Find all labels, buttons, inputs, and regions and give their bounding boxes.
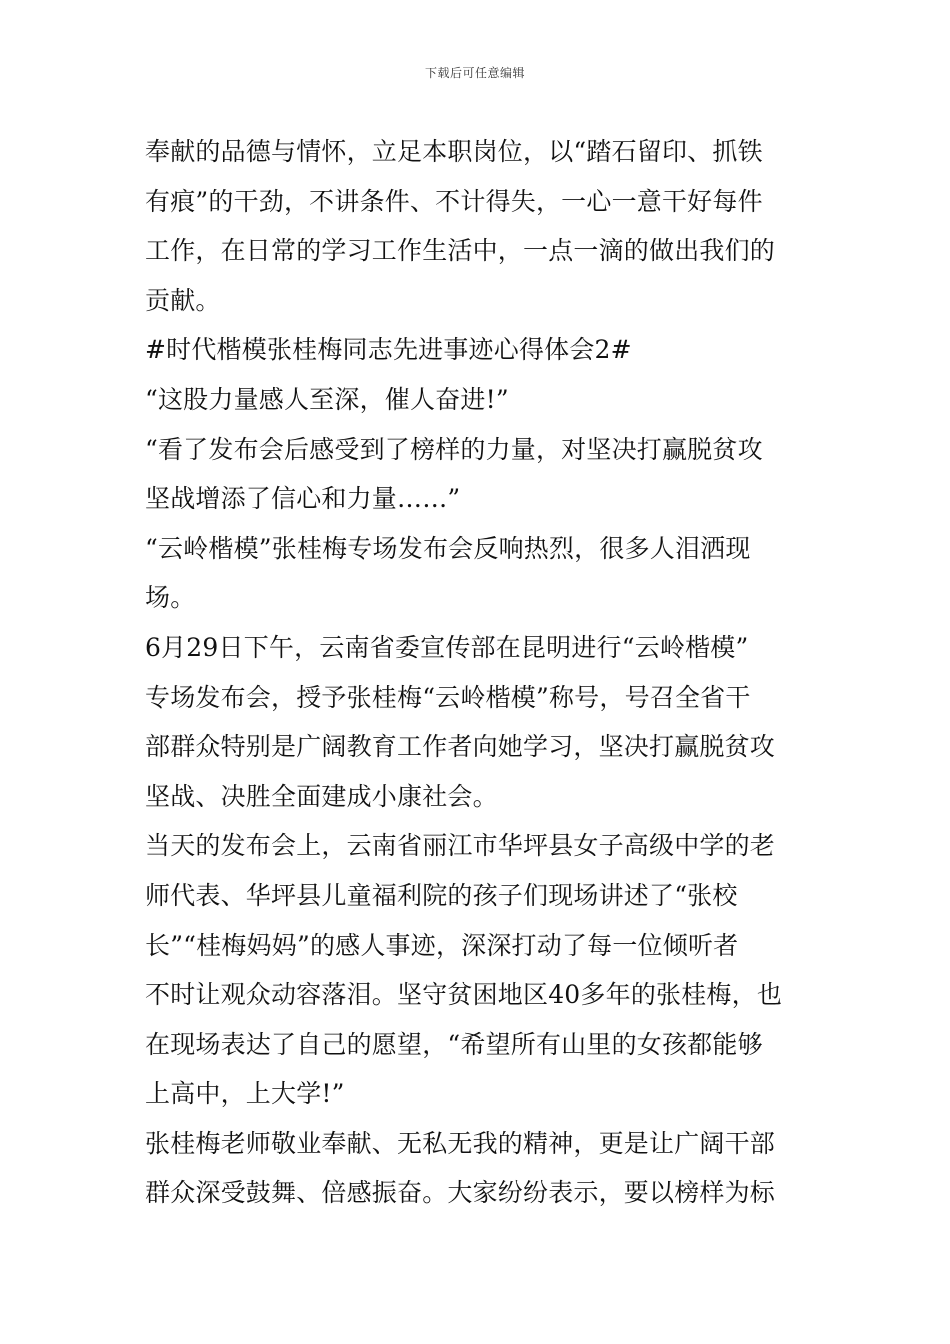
text-line: 专场发布会，授予张桂梅“云岭楷模”称号，号召全省干 [145, 682, 751, 712]
text-line: “云岭楷模”张桂梅专场发布会反响热烈，很多人泪洒现 [145, 533, 751, 563]
text-line: 有痕”的干劲，不讲条件、不计得失，一心一意干好每件 [145, 186, 763, 216]
text-line: 工作，在日常的学习工作生活中，一点一滴的做出我们的 [145, 236, 776, 266]
text-line: 坚战增添了信心和力量……” [145, 484, 461, 514]
document-body [145, 132, 810, 1223]
text-line: 张桂梅老师敬业奉献、无私无我的精神，更是让广阔干部 [145, 1128, 776, 1158]
text-line: 贡献。 [145, 285, 221, 315]
text-line: 6月29日下午，云南省委宣传部在昆明进行“云岭楷模” [145, 632, 749, 662]
text-line: 坚战、决胜全面建成小康社会。 [145, 781, 498, 811]
text-line: 部群众特别是广阔教育工作者向她学习，坚决打赢脱贫攻 [145, 732, 776, 762]
text-line: 不时让观众动容落泪。坚守贫困地区40多年的张桂梅，也 [145, 980, 783, 1010]
text-line: 在现场表达了自己的愿望，“希望所有山里的女孩都能够 [145, 1029, 763, 1059]
section-heading: #时代楷模张桂梅同志先进事迹心得体会2# [145, 335, 632, 365]
text-line: 当天的发布会上，云南省丽江市华坪县女子高级中学的老 [145, 831, 776, 861]
text-line: “看了发布会后感受到了榜样的力量，对坚决打赢脱贫攻 [145, 434, 763, 464]
text-line: 群众深受鼓舞、倍感振奋。大家纷纷表示，要以榜样为标 [145, 1178, 776, 1208]
page-header: 下载后可任意编辑 [424, 66, 525, 80]
text-line: 场。 [145, 583, 196, 613]
text-line: 上高中，上大学!” [145, 1079, 345, 1109]
text-line: 奉献的品德与情怀，立足本职岗位，以“踏石留印、抓铁 [145, 137, 763, 166]
text-line: “这股力量感人至深，催人奋进!” [145, 384, 509, 414]
text-line: 长”“桂梅妈妈”的感人事迹，深深打动了每一位倾听者 [145, 930, 739, 960]
text-line: 师代表、华坪县儿童福利院的孩子们现场讲述了“张校 [145, 880, 738, 910]
